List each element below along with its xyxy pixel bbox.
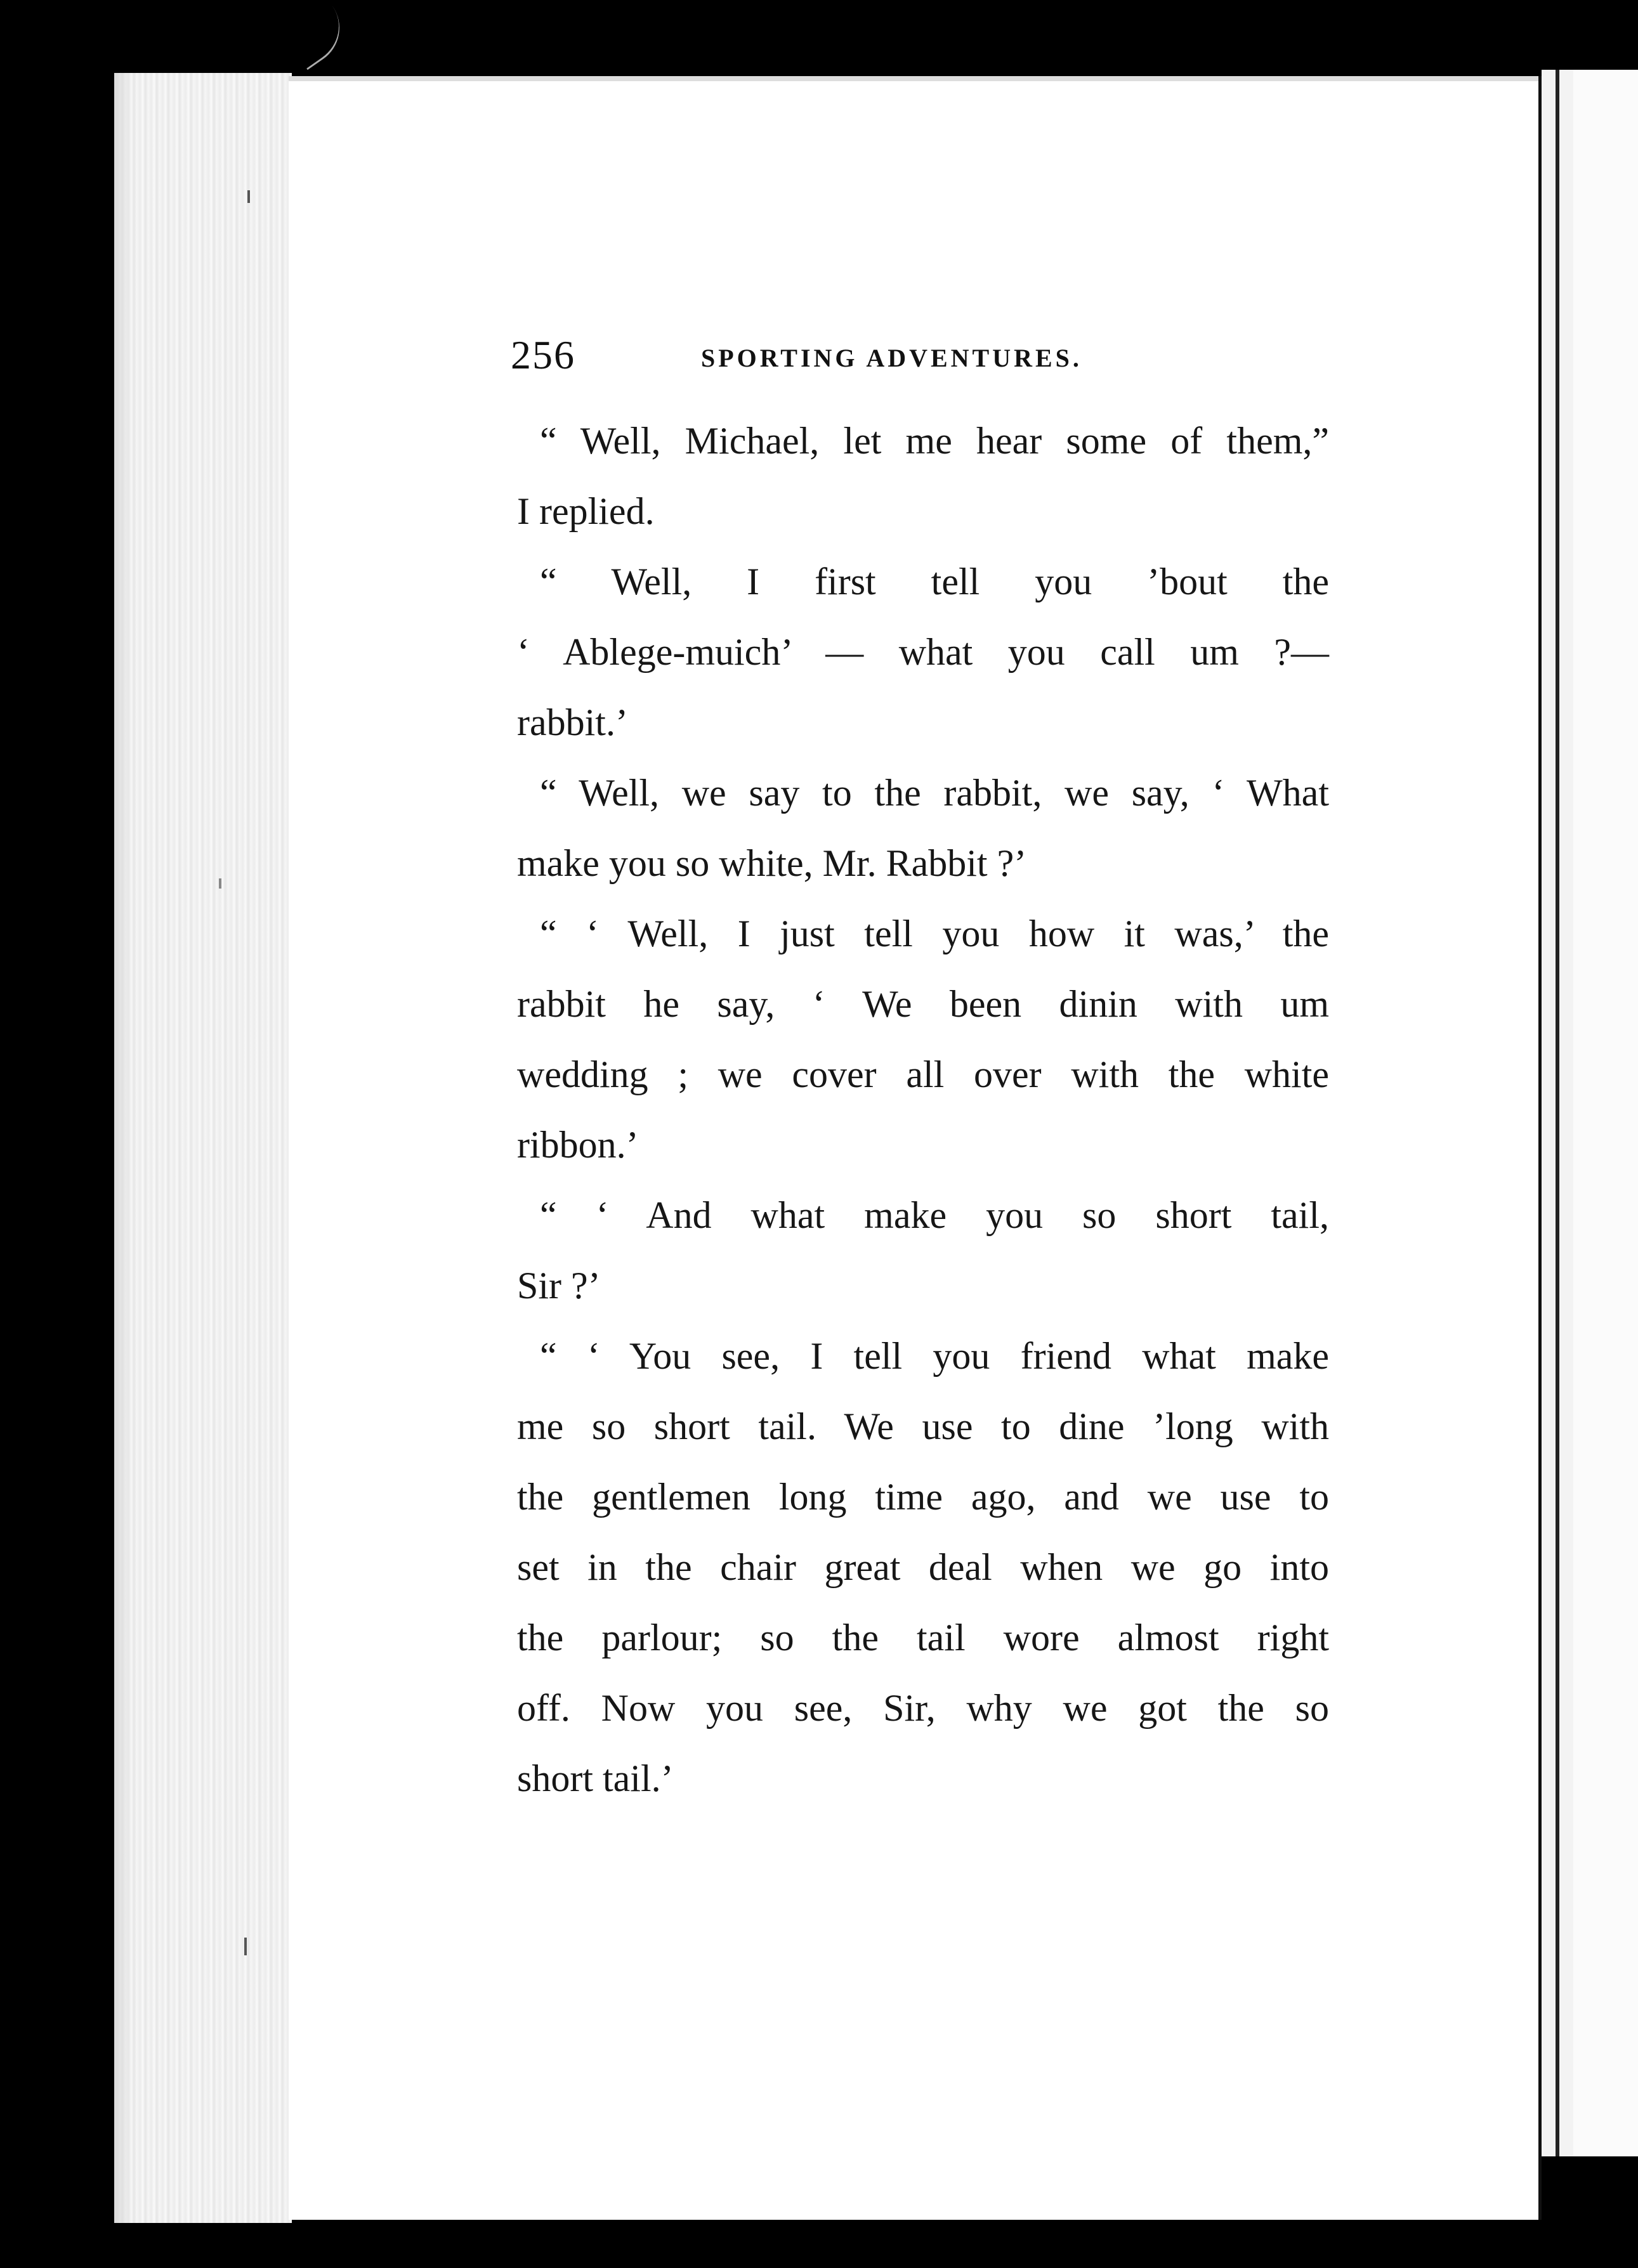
page-header xyxy=(511,327,1335,384)
text-line: the gentlemen long time ago, and we use to xyxy=(517,1476,1329,1518)
text-line: the parlour; so the tail wore almost right xyxy=(517,1617,1329,1659)
page-top-shadow xyxy=(289,76,1538,81)
text-line: me so short tail. We use to dine ’long with xyxy=(517,1405,1329,1447)
text-line: ribbon.’ xyxy=(517,1124,639,1166)
text-line: Sir ?’ xyxy=(517,1265,601,1307)
text-line: “ ‘ Well, I just tell you how it was,’ the xyxy=(540,913,1329,955)
text-line: make you so white, Mr. Rabbit ?’ xyxy=(517,842,1027,884)
book-page-edges xyxy=(114,73,292,2223)
text-line: “ ‘ You see, I tell you friend what make xyxy=(540,1335,1329,1377)
text-line: set in the chair great deal when we go into xyxy=(517,1546,1329,1588)
scan-artifact-mark xyxy=(273,0,354,70)
running-title: SPORTING ADVENTURES. xyxy=(701,344,1082,372)
body-text xyxy=(517,406,1329,1814)
text-line: “ Well, we say to the rabbit, we say, ‘ What xyxy=(540,772,1329,814)
edge-mark xyxy=(244,1938,247,1955)
text-line: “ ‘ And what make you so short tail, xyxy=(540,1194,1329,1236)
text-line: wedding ; we cover all over with the white xyxy=(517,1053,1329,1095)
edge-mark xyxy=(247,190,250,203)
text-line: “ Well, I first tell you ’bout the xyxy=(540,561,1329,603)
text-line: rabbit he say, ‘ We been dinin with um xyxy=(517,983,1329,1025)
facing-page-edge xyxy=(1573,70,1638,2156)
edge-mark xyxy=(219,878,221,889)
text-line: short tail.’ xyxy=(517,1757,674,1799)
gutter-line xyxy=(1556,70,1559,2156)
gutter-strip xyxy=(1542,70,1573,2156)
text-line: “ Well, Michael, let me hear some of them,” xyxy=(540,420,1329,462)
text-line: off. Now you see, Sir, why we got the so xyxy=(517,1687,1329,1729)
page-number: 256 xyxy=(511,332,575,377)
text-line: I replied. xyxy=(517,490,655,532)
text-line: ‘ Ablege-muich’ — what you call um ?— xyxy=(517,631,1329,673)
text-line: rabbit.’ xyxy=(517,701,628,743)
